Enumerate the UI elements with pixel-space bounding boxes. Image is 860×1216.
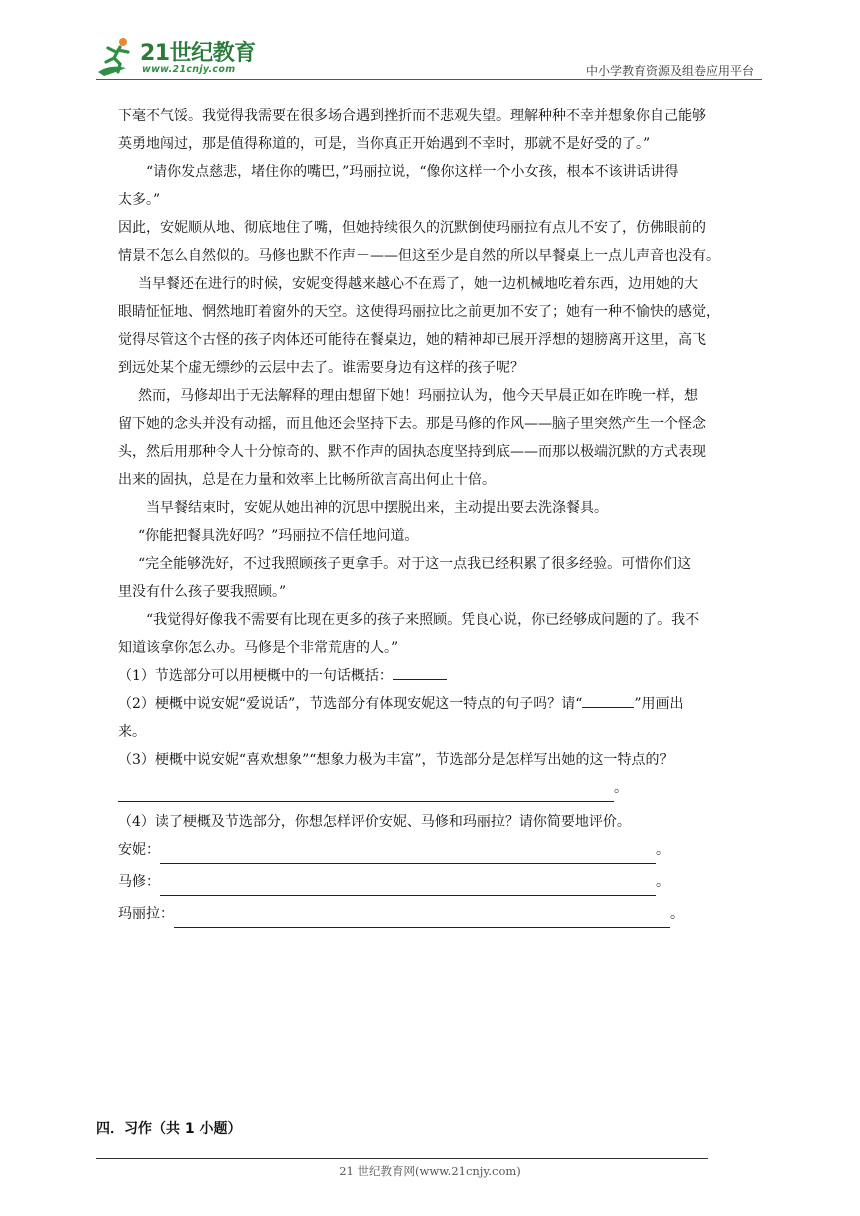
page-header [96, 30, 762, 80]
answer-line-anne[interactable] [160, 845, 656, 864]
passage-line: “请你发点慈悲，堵住你的嘴巴，”玛丽拉说，“像你这样一个小女孩，根本不该讲话讲得 [146, 164, 679, 180]
passage-line: 情景不怎么自然似的。马修也默不作声－——但这至少是自然的所以早餐桌上一点儿声音也没有。 [118, 248, 720, 264]
question-1 [118, 662, 764, 690]
passage-line: 出来的固执，总是在力量和效率上比畅所欲言高出何止十倍。 [118, 472, 496, 488]
passage-line: 觉得尽管这个古怪的孩子肉体还可能待在餐桌边，她的精神却已展开浮想的翅膀离开这里，高飞 [118, 332, 706, 348]
answer-blank-1[interactable] [393, 665, 447, 680]
answer-blank-2[interactable] [582, 693, 634, 708]
page-footer: 21 世纪教育网(www.21cnjy.com) [339, 1164, 521, 1178]
passage-line: 当早餐还在进行的时候，安妮变得越来越心不在焉了，她一边机械地吃着东西，边用她的大 [138, 276, 698, 292]
answer-end-period: 。 [656, 874, 670, 890]
passage-line: 里没有什么孩子要我照顾。” [118, 584, 287, 600]
section-heading: 四．习作（共 1 小题） [96, 1121, 242, 1137]
passage-line: 因此，安妮顺从地、彻底地住了嘴，但她持续很久的沉默倒使玛丽拉有点儿不安了，仿佛眼前的 [118, 220, 706, 236]
question-2-text: （2）梗概中说安妮“爱说话”，节选部分有体现安妮这一特点的句子吗？请“ [118, 696, 583, 712]
question-2-text-end: ”用画出 [634, 696, 684, 712]
answer-line-matthew[interactable] [160, 877, 656, 896]
question-2-cont: 来。 [118, 724, 146, 740]
answer-end-period: 。 [656, 842, 670, 858]
passage [118, 102, 764, 928]
passage-line: 然而，马修却出于无法解释的理由想留下她！玛丽拉认为，他今天早晨正如在昨晚一样，想 [138, 388, 698, 404]
question-4: （4）读了梗概及节选部分，你想怎样评价安妮、马修和玛丽拉？请你简要地评价。 [118, 814, 631, 830]
answer-anne [118, 836, 764, 864]
answer-line-marilla[interactable] [174, 909, 670, 928]
passage-line: 头，然后用那种令人十分惊奇的、默不作声的固执态度坚持到底——而那以极端沉默的方式表现 [118, 444, 706, 460]
question-3-answer [118, 774, 764, 802]
footer-divider [96, 1158, 708, 1159]
platform-tagline: 中小学教育资源及组卷应用平台 [585, 64, 754, 78]
passage-line: “我觉得好像我不需要有比现在更多的孩子来照顾。凭良心说，你已经够成问题的了。我不 [146, 612, 700, 628]
header-divider [96, 79, 762, 80]
answer-end-period: 。 [670, 906, 684, 922]
question-3: （3）梗概中说安妮“喜欢想象”“想象力极为丰富”，节选部分是怎样写出她的这一特点的？ [118, 752, 674, 768]
answer-matthew [118, 868, 764, 896]
logo-url: www.21cnjy.com [142, 64, 236, 75]
passage-line: 英勇地闯过，那是值得称道的，可是，当你真正开始遇到不幸时，那就不是好受的了。” [118, 136, 651, 152]
site-logo[interactable] [96, 34, 266, 78]
answer-marilla [118, 900, 764, 928]
passage-line: “你能把餐具洗好吗？”玛丽拉不信任地问道。 [138, 528, 419, 544]
passage-line: 眼睛怔怔地、惘然地盯着窗外的天空。这使得玛丽拉比之前更加不安了；她有一种不愉快的感觉， [118, 304, 720, 320]
passage-line: 当早餐结束时，安妮从她出神的沉思中摆脱出来，主动提出要去洗涤餐具。 [146, 500, 608, 516]
anne-label: 安妮： [118, 842, 160, 858]
question-2 [118, 690, 764, 718]
running-figure-icon [96, 34, 140, 78]
passage-line: 下毫不气馁。我觉得我需要在很多场合遇到挫折而不悲观失望。理解种种不幸并想象你自己能够 [118, 108, 706, 124]
marilla-label: 玛丽拉： [118, 906, 174, 922]
passage-line: 到远处某个虚无缥纱的云层中去了。谁需要身边有这样的孩子呢？ [118, 360, 524, 376]
logo-wordmark: 21世纪教育 [140, 41, 256, 66]
question-1-text: （1）节选部分可以用梗概中的一句话概括： [118, 668, 393, 684]
passage-line: 太多。” [118, 192, 161, 208]
passage-line: “完全能够洗好，不过我照顾孩子更拿手。对于这一点我已经积累了很多经验。可惜你们这 [138, 556, 692, 572]
answer-end-period: 。 [614, 780, 628, 796]
passage-line: 知道该拿你怎么办。马修是个非常荒唐的人。” [118, 640, 399, 656]
passage-line: 留下她的念头并没有动摇，而且他还会坚持下去。那是马修的作风——脑子里突然产生一个怪念 [118, 416, 706, 432]
answer-line-3[interactable] [118, 783, 614, 802]
matthew-label: 马修： [118, 874, 160, 890]
